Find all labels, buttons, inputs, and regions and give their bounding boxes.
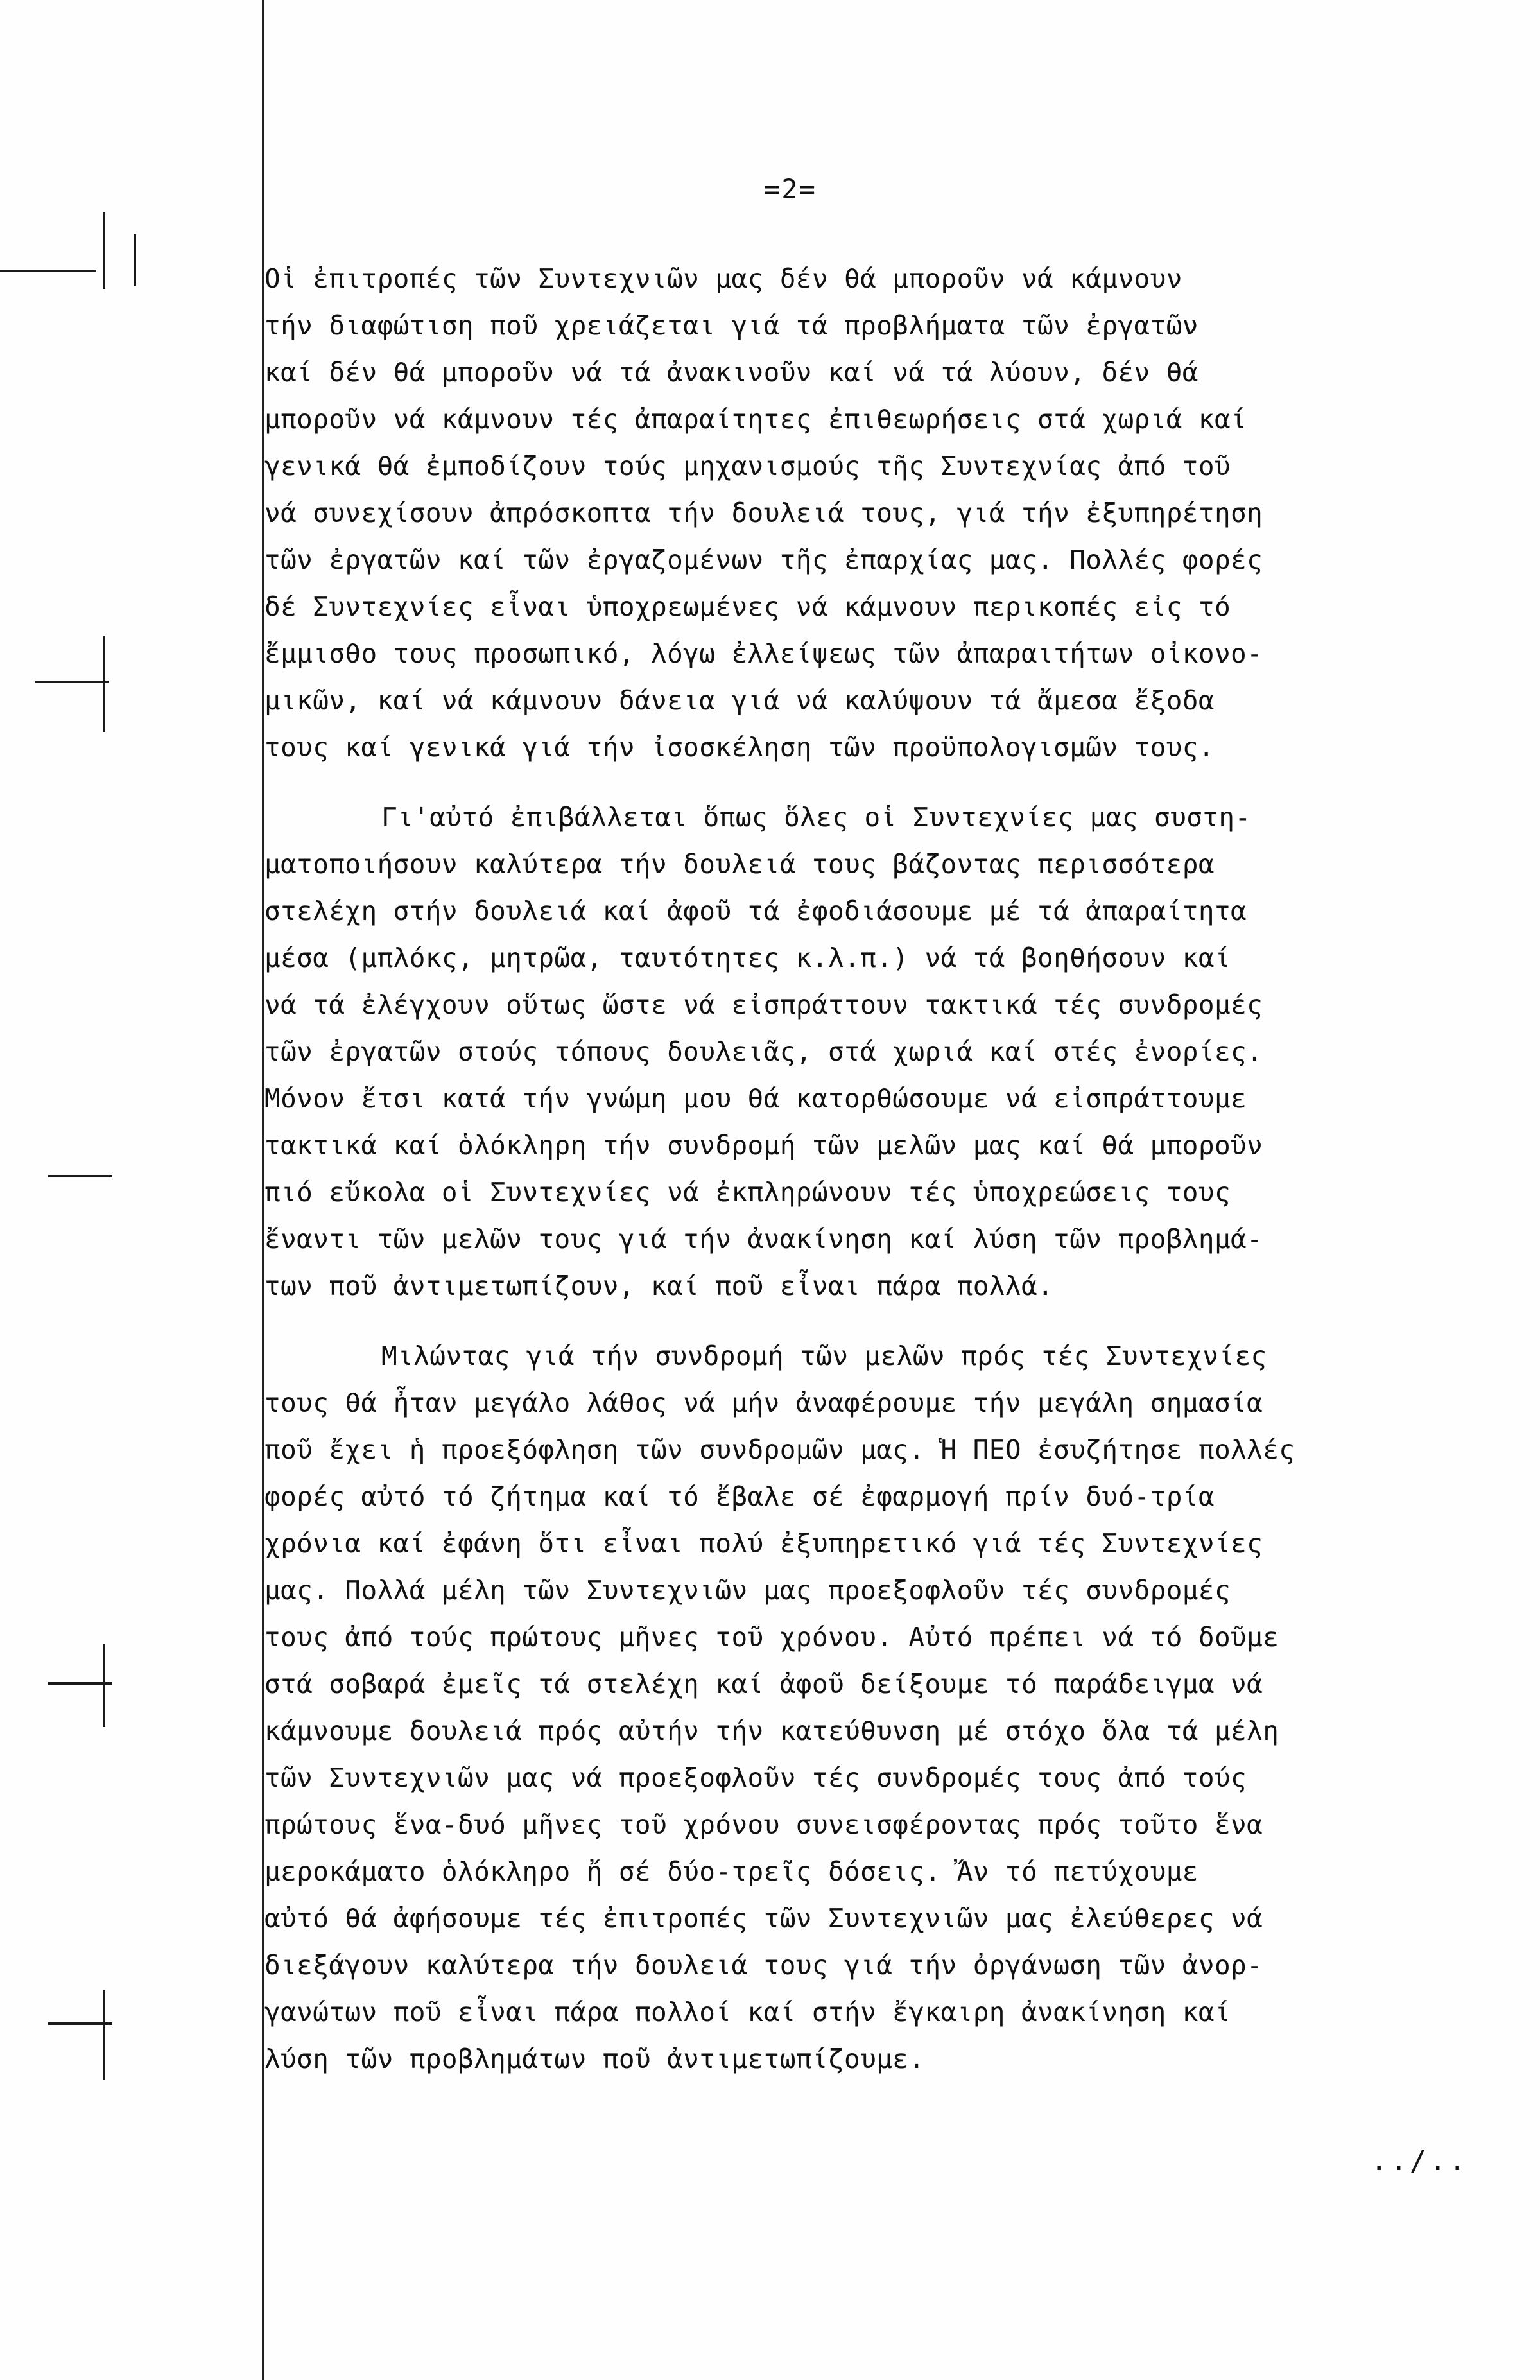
text-line: στά σοβαρά ἐμεῖς τά στελέχη καί ἀφοῦ δείξουμε τό παράδειγμα νά — [264, 1669, 1263, 1699]
text-line: καί δέν θά μποροῦν νά τά ἀνακινοῦν καί νά τά λύουν, δέν θά — [264, 357, 1198, 388]
text-line: μας. Πολλά μέλη τῶν Συντεχνιῶν μας προεξοφλοῦν τές συνδρομές — [264, 1575, 1231, 1606]
text-line: τῶν Συντεχνιῶν μας νά προεξοφλοῦν τές συνδρομές τους ἀπό τούς — [264, 1762, 1247, 1793]
margin-mark — [35, 681, 109, 683]
text-line: τήν διαφώτιση ποῦ χρειάζεται γιά τά προβλήματα τῶν ἐργατῶν — [264, 310, 1198, 341]
body-text — [264, 256, 1484, 2083]
text-line: στελέχη στήν δουλειά καί ἀφοῦ τά ἐφοδιάσουμε μέ τά ἀπαραίτητα — [264, 896, 1247, 926]
text-line: γενικά θά ἐμποδίζουν τούς μηχανισμούς τῆς Συντεχνίας ἀπό τοῦ — [264, 451, 1231, 482]
text-line: πρώτους ἕνα-δυό μῆνες τοῦ χρόνου συνεισφέροντας πρός τοῦτο ἕνα — [264, 1809, 1263, 1840]
text-line: νά συνεχίσουν ἀπρόσκοπτα τήν δουλειά τους, γιά τήν ἐξυπηρέτηση — [264, 498, 1263, 528]
text-line: τους θά ἦταν μεγάλο λάθος νά μήν ἀναφέρουμε τήν μεγάλη σημασία — [264, 1387, 1263, 1418]
text-line: Μιλώντας γιά τήν συνδρομή τῶν μελῶν πρός τές Συντεχνίες — [381, 1341, 1267, 1371]
margin-mark — [103, 1644, 105, 1727]
margin-mark — [48, 1175, 112, 1177]
paragraph — [264, 1333, 1484, 2083]
text-line: ἔναντι τῶν μελῶν τους γιά τήν ἀνακίνηση καί λύση τῶν προβλημά- — [264, 1224, 1263, 1255]
text-line: τους ἀπό τούς πρώτους μῆνες τοῦ χρόνου. Αὐτό πρέπει νά τό δοῦμε — [264, 1622, 1279, 1653]
text-line: τους καί γενικά γιά τήν ἰσοσκέληση τῶν προϋπολογισμῶν τους. — [264, 732, 1215, 763]
text-line: ἔμμισθο τους προσωπικό, λόγω ἐλλείψεως τῶν ἀπαραιτήτων οἰκονο- — [264, 638, 1263, 669]
text-line: μέσα (μπλόκς, μητρῶα, ταυτότητες κ.λ.π.) νά τά βοηθήσουν καί — [264, 942, 1231, 973]
paragraph — [264, 256, 1484, 771]
paragraph-gap — [264, 1310, 1484, 1333]
text-line: δέ Συντεχνίες εἶναι ὑποχρεωμένες νά κάμνουν περικοπές εἰς τό — [264, 591, 1231, 622]
text-line: λύση τῶν προβλημάτων ποῦ ἀντιμετωπίζουμε. — [264, 2044, 925, 2074]
text-line: γανώτων ποῦ εἶναι πάρα πολλοί καί στήν ἔγκαιρη ἀνακίνηση καί — [264, 1997, 1231, 2028]
text-line: Οἱ ἐπιτροπές τῶν Συντεχνιῶν μας δέν θά μποροῦν νά κάμνουν — [264, 263, 1182, 294]
paragraph — [264, 794, 1484, 1310]
text-line: ματοποιήσουν καλύτερα τήν δουλειά τους βάζοντας περισσότερα — [264, 849, 1215, 880]
text-line: διεξάγουν καλύτερα τήν δουλειά τους γιά τήν ὀργάνωση τῶν ἀνορ- — [264, 1950, 1263, 1981]
text-line: τακτικά καί ὁλόκληρη τήν συνδρομή τῶν μελῶν μας καί θά μποροῦν — [264, 1130, 1263, 1161]
text-line: τῶν ἐργατῶν καί τῶν ἐργαζομένων τῆς ἐπαρχίας μας. Πολλές φορές — [264, 544, 1263, 575]
text-line: κάμνουμε δουλειά πρός αὐτήν τήν κατεύθυνση μέ στόχο ὅλα τά μέλη — [264, 1716, 1279, 1746]
margin-mark — [134, 234, 136, 286]
text-line: μικῶν, καί νά κάμνουν δάνεια γιά νά καλύψουν τά ἄμεσα ἔξοδα — [264, 685, 1215, 716]
margin-mark — [0, 270, 96, 272]
margin-mark — [103, 636, 105, 732]
text-line: φορές αὐτό τό ζήτημα καί τό ἔβαλε σέ ἐφαρμογή πρίν δυό-τρία — [264, 1481, 1215, 1512]
text-line: τῶν ἐργατῶν στούς τόπους δουλειᾶς, στά χωριά καί στές ἐνορίες. — [264, 1036, 1263, 1067]
text-line: νά τά ἐλέγχουν οὕτως ὥστε νά εἰσπράττουν τακτικά τές συνδρομές — [264, 989, 1263, 1020]
paragraph-gap — [264, 771, 1484, 794]
text-line: μεροκάματο ὁλόκληρο ἤ σέ δύο-τρεῖς δόσεις. Ἄν τό πετύχουμε — [264, 1856, 1198, 1887]
text-line: αὐτό θά ἀφήσουμε τές ἐπιτροπές τῶν Συντεχνιῶν μας ἐλεύθερες νά — [264, 1903, 1263, 1934]
text-line: Μόνον ἔτσι κατά τήν γνώμη μου θά κατορθώσουμε νά εἰσπράττουμε — [264, 1083, 1247, 1114]
continuation-marker: ../.. — [1371, 2144, 1469, 2177]
text-line: μποροῦν νά κάμνουν τές ἀπαραίτητες ἐπιθεωρήσεις στά χωριά καί — [264, 404, 1247, 435]
margin-mark — [103, 212, 105, 289]
text-line: πιό εὔκολα οἱ Συντεχνίες νά ἐκπληρώνουν τές ὑποχρεώσεις τους — [264, 1177, 1231, 1208]
page-number: =2= — [764, 173, 817, 205]
text-line: ποῦ ἔχει ἡ προεξόφληση τῶν συνδρομῶν μας. Ἡ ΠΕΟ ἐσυζήτησε πολλές — [264, 1434, 1295, 1465]
text-line: χρόνια καί ἐφάνη ὅτι εἶναι πολύ ἐξυπηρετικό γιά τές Συντεχνίες — [264, 1528, 1263, 1559]
text-line: των ποῦ ἀντιμετωπίζουν, καί ποῦ εἶναι πάρα πολλά. — [264, 1271, 1054, 1301]
margin-mark — [103, 1990, 105, 2080]
text-line: Γι'αὐτό ἐπιβάλλεται ὅπως ὅλες οἱ Συντεχνίες μας συστη- — [381, 802, 1251, 833]
